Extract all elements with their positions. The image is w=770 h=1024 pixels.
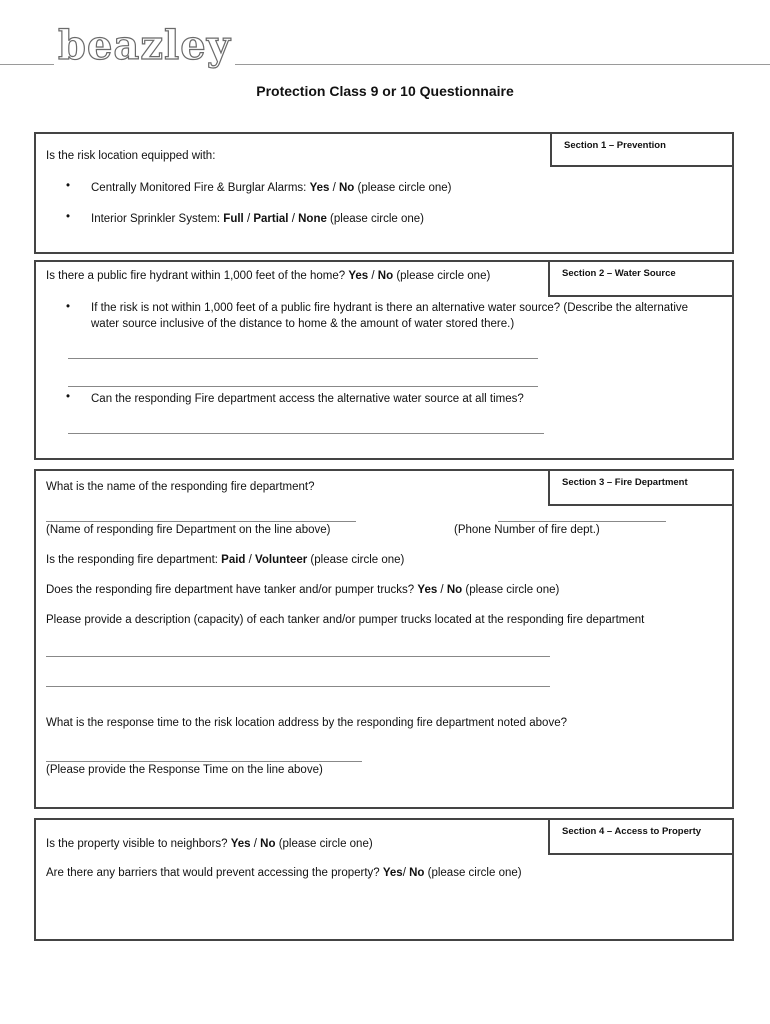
- answer-line[interactable]: [46, 686, 550, 687]
- visible-yes-option[interactable]: Yes: [230, 838, 251, 850]
- equipped-question: Is the risk location equipped with:: [46, 150, 216, 162]
- sprinkler-full-option[interactable]: Full: [223, 213, 244, 225]
- response-time-line[interactable]: [46, 761, 362, 762]
- bullet: •: [66, 391, 71, 403]
- separator: /: [288, 213, 299, 225]
- phone-number-line[interactable]: [498, 521, 666, 522]
- visible-label: Is the property visible to neighbors?: [46, 838, 231, 850]
- circle-instruction: (please circle one): [307, 554, 405, 566]
- sprinkler-none-option[interactable]: None: [298, 213, 327, 225]
- trucks-yes-option[interactable]: Yes: [417, 584, 438, 596]
- separator: /: [402, 867, 410, 879]
- paid-option[interactable]: Paid: [221, 554, 246, 566]
- trucks-no-option[interactable]: No: [446, 584, 463, 596]
- section-access-to-property: [34, 818, 734, 941]
- answer-line[interactable]: [68, 358, 538, 359]
- section-fire-department: [34, 469, 734, 809]
- barriers-question: [46, 867, 522, 879]
- response-time-question: What is the response time to the risk location address by the responding fire department noted above?: [46, 717, 567, 729]
- barriers-label: Are there any barriers that would prevent accessing the property?: [46, 867, 383, 879]
- hydrant-question: [46, 270, 490, 282]
- separator: /: [437, 584, 447, 596]
- page-title: Protection Class 9 or 10 Questionnaire: [256, 83, 514, 99]
- alarms-yes-option[interactable]: Yes: [309, 182, 330, 194]
- separator: /: [368, 270, 378, 282]
- sprinkler-item: [91, 211, 424, 227]
- answer-line[interactable]: [68, 386, 538, 387]
- answer-line[interactable]: [46, 656, 550, 657]
- section-1-tag: Section 1 – Prevention: [550, 132, 734, 167]
- visible-question: [46, 838, 373, 850]
- section-4-tag: Section 4 – Access to Property: [548, 818, 734, 855]
- department-name-line[interactable]: [46, 521, 356, 522]
- separator: /: [329, 182, 339, 194]
- visible-no-option[interactable]: No: [260, 838, 276, 850]
- trucks-question: [46, 584, 559, 596]
- phone-number-caption: (Phone Number of fire dept.): [454, 524, 600, 536]
- volunteer-option[interactable]: Volunteer: [255, 554, 308, 566]
- circle-instruction: (please circle one): [354, 182, 452, 194]
- hydrant-label: Is there a public fire hydrant within 1,000 feet of the home?: [46, 270, 349, 282]
- alarms-item: [91, 180, 452, 196]
- hydrant-no-option[interactable]: No: [377, 270, 394, 282]
- capacity-question: Please provide a description (capacity) of each tanker and/or pumper trucks located at the responding fire department: [46, 614, 645, 626]
- circle-instruction: (please circle one): [275, 838, 373, 850]
- circle-instruction: (please circle one): [424, 867, 522, 879]
- separator: /: [245, 554, 256, 566]
- section-prevention: [34, 132, 734, 254]
- bullet: •: [66, 301, 71, 313]
- department-name-caption: (Name of responding fire Department on the line above): [46, 524, 331, 536]
- response-time-caption: (Please provide the Response Time on the line above): [46, 764, 323, 776]
- department-type-label: Is the responding fire department:: [46, 554, 222, 566]
- department-type-question: [46, 554, 404, 566]
- access-water-item: Can the responding Fire department access the alternative water source at all times?: [91, 393, 524, 405]
- answer-line[interactable]: [68, 433, 544, 434]
- section-water-source: [34, 260, 734, 460]
- separator: /: [243, 213, 254, 225]
- beazley-logo: beazley: [54, 24, 235, 68]
- section-2-tag: Section 2 – Water Source: [548, 260, 734, 297]
- circle-instruction: (please circle one): [462, 584, 560, 596]
- circle-instruction: (please circle one): [393, 270, 491, 282]
- circle-instruction: (please circle one): [326, 213, 425, 225]
- section-3-tag: Section 3 – Fire Department: [548, 469, 734, 506]
- sprinkler-label: Interior Sprinkler System:: [91, 213, 224, 225]
- bullet: •: [66, 211, 71, 223]
- hydrant-yes-option[interactable]: Yes: [348, 270, 369, 282]
- barriers-yes-option[interactable]: Yes: [382, 867, 403, 879]
- department-name-question: What is the name of the responding fire department?: [46, 481, 315, 493]
- barriers-no-option[interactable]: No: [409, 867, 425, 879]
- alternative-water-item: If the risk is not within 1,000 feet of a public fire hydrant is there an alternative water source? (Describe the alternative water source inclusive of the distance to home & the amount of water stored there.): [91, 302, 689, 330]
- alarms-label: Centrally Monitored Fire & Burglar Alarms:: [91, 182, 310, 194]
- bullet: •: [66, 180, 71, 192]
- trucks-label: Does the responding fire department have tanker and/or pumper trucks?: [46, 584, 418, 596]
- alarms-no-option[interactable]: No: [339, 182, 355, 194]
- sprinkler-partial-option[interactable]: Partial: [253, 213, 289, 225]
- separator: /: [250, 838, 261, 850]
